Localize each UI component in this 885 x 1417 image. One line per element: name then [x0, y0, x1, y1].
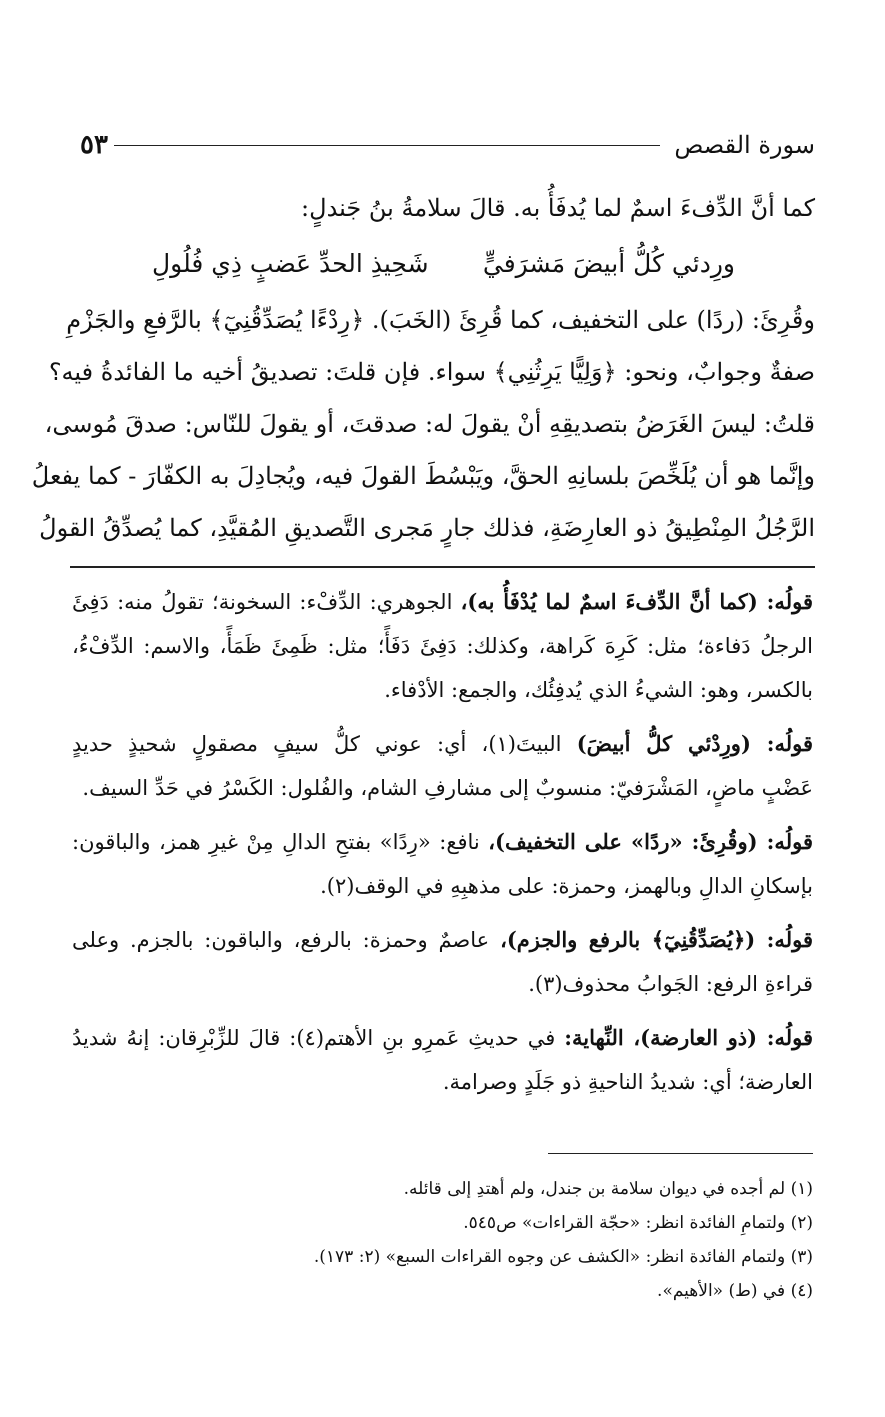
main-line-1: كما أنَّ الدِّفءَ اسمٌ لما يُدفَأُ به. قالَ سلامةُ بنُ جَندلٍ:	[301, 194, 815, 222]
commentary-text: في حديثِ عَمرِو بنِ الأهتم(٤): قالَ للزِّبْرِقان: إنهُ شديدُ	[72, 1026, 556, 1050]
commentary-text: العارضة؛ أي: شديدُ الناحيةِ ذو جَلَدٍ وصرامة.	[442, 1070, 813, 1094]
verse-second-hemistich: شَحِيذِ الحدِّ عَضبٍ ذِي فُلُولِ	[152, 249, 429, 278]
commentary-label: قولُه: (ذو العارضة)، النِّهاية:	[564, 1025, 813, 1050]
footnote-3: (٣) ولتمام الفائدة انظر: «الكشف عن وجوه القراءات السبع» (٢: ١٧٣).	[313, 1247, 813, 1267]
main-line-7: الرَّجُلُ المِنْطِيقُ ذو العارِضَةِ، فذلك جارٍ مَجرى التَّصديقِ المُقيَّدِ، كما يُصدِّقُ القولُ	[39, 514, 815, 542]
header-rule	[114, 145, 660, 146]
main-line-5: قلتُ: ليسَ الغَرَضُ بتصديقِهِ أنْ يقولَ له: صدقتَ، أو يقولَ للنّاس: صدقَ مُوسى،	[44, 410, 815, 438]
main-line-3: وقُرِئَ: (ردًا) على التخفيف، كما قُرِئَ (الخَبَ). ﴿رِدْءًا يُصَدِّقُنِيٓ﴾ بالرَّفعِ والجَزْمِ	[66, 306, 815, 334]
main-text	[31, 182, 815, 554]
surah-title: سورة القصص	[674, 131, 815, 159]
commentary-text: بإسكانِ الدالِ وبالهمز، وحمزة: على مذهبِهِ في الوقف(٢).	[320, 874, 813, 898]
verse-first-hemistich: ورِدئي كُلُّ أبيضَ مَشرَفيٍّ	[482, 249, 735, 278]
commentary-paragraph	[72, 580, 813, 712]
commentary	[72, 580, 813, 1114]
commentary-paragraph	[72, 722, 813, 810]
running-header	[80, 128, 815, 162]
commentary-text: قراءةِ الرفع: الجَوابُ محذوف(٣).	[528, 972, 813, 996]
commentary-text: الجوهري: الدِّفْء: السخونة؛ تقولُ منه: دَفِئَ	[72, 590, 453, 614]
footnote-rule	[548, 1153, 813, 1154]
commentary-text: عَضْبٍ ماضٍ، المَشْرَفيّ: منسوبٌ إلى مشارفِ الشام، والفُلول: الكَسْرُ في حَدِّ السيف.	[82, 776, 813, 800]
footnotes	[72, 1172, 813, 1308]
commentary-text: الرجلُ دَفاءة؛ مثل: كَرِهَ كَراهة، وكذلك: دَفِئَ دَفَأً؛ مثل: ظَمِئَ ظَمَأً، والاسم: الدِّفْءُ،	[72, 634, 813, 658]
footnote-1: (١) لم أجده في ديوان سلامة بن جندل، ولم أهتدِ إلى قائله.	[403, 1179, 813, 1199]
commentary-label: قولُه: (وقُرِئَ: «ردًا» على التخفيف)،	[488, 829, 813, 854]
commentary-text: بالكسر، وهو: الشيءُ الذي يُدفِئُك، والجمع: الأدْفاء.	[384, 678, 813, 702]
commentary-text: نافع: «رِدًا» بفتحِ الدالِ مِنْ غيرِ همز، والباقون:	[72, 830, 480, 854]
commentary-label: قولُه: (كما أنَّ الدِّفءَ اسمٌ لما يُدْفَأُ به)،	[460, 589, 813, 614]
footnote-4: (٤) في (ط) «الأهيم».	[657, 1281, 813, 1301]
main-line-4: صفةٌ وجوابٌ، ونحو: ﴿وَلِيًّا يَرِثُنِي﴾ سواء. فإن قلتَ: تصديقُ أخيه ما الفائدةُ فيه؟	[48, 358, 815, 386]
commentary-paragraph	[72, 1016, 813, 1104]
commentary-label: قولُه: (﴿يُصَدِّقُنِيٓ﴾ بالرفع والجزم)،	[500, 927, 813, 952]
page-number: ٥٣	[80, 130, 108, 160]
commentary-text: البيتَ(١)، أي: عوني كلُّ سيفٍ مصقولٍ شحيذٍ حديدٍ	[72, 732, 562, 756]
poetry-verse	[72, 234, 815, 294]
footnote-2: (٢) ولتمامِ الفائدة انظر: «حجّة القراءات» ص٥٤٥.	[463, 1213, 813, 1233]
main-line-6: وإنَّما هو أن يُلَخِّصَ بلسانِهِ الحقَّ، ويَبْسُطَ القولَ فيه، ويُجادِلَ به الكفّارَ - كما يفعلُ	[31, 462, 815, 490]
commentary-label: قولُه: (ورِدْئي كلُّ أبيضَ)	[576, 731, 814, 756]
commentary-separator	[70, 566, 815, 568]
commentary-paragraph	[72, 820, 813, 908]
commentary-text: عاصمٌ وحمزة: بالرفع، والباقون: بالجزم. وعلى	[72, 928, 490, 952]
commentary-paragraph	[72, 918, 813, 1006]
